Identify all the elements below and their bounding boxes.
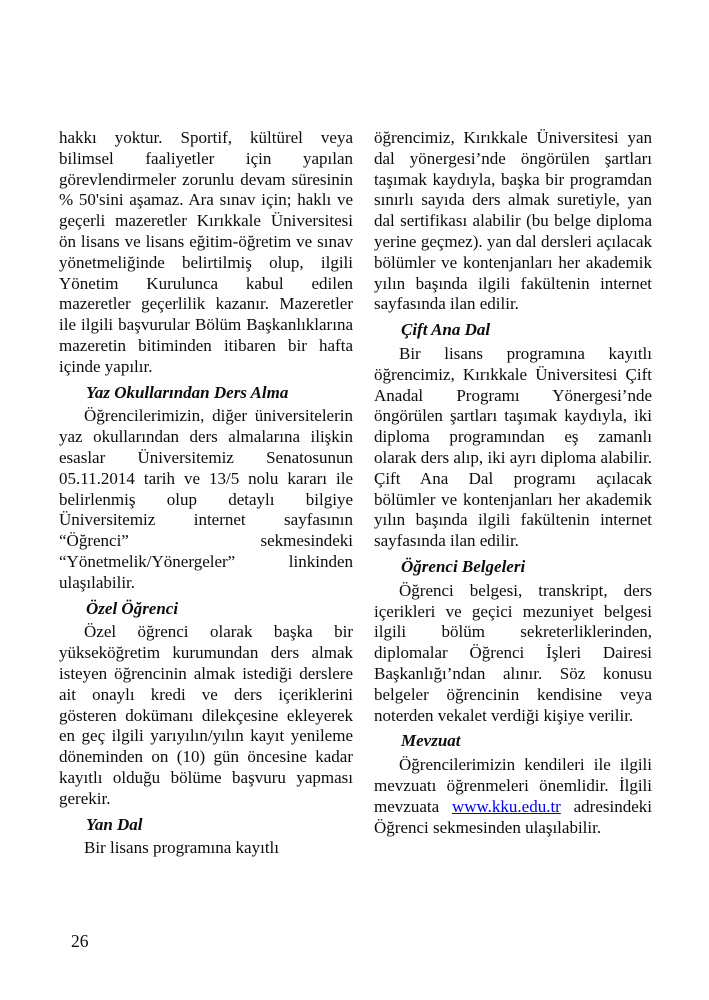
page-number: 26 <box>71 931 89 951</box>
paragraph-yan-dal-continued: öğrencimiz, Kırıkkale Üniversitesi yan dal yönergesi’nde öngörülen şartları taşımak kaydıyla, başka bir programdan sınırlı sayıda ders almak suretiyle, yan dal sertifikası alabilir (bu belge diploma yerine geçmez). yan dal dersleri açılacak bölümler ve kontenjanları her akademik yılın başında ilgili fakültenin internet sayfasında ilan edilir. <box>374 128 652 314</box>
heading-ogrenci-belgeleri: Öğrenci Belgeleri <box>401 556 526 576</box>
two-column-layout <box>59 128 652 859</box>
heading-ozel-ogrenci: Özel Öğrenci <box>86 598 179 618</box>
left-column <box>59 128 353 859</box>
paragraph-ogrenci-belgeleri: Öğrenci belgesi, transkript, ders içerikleri ve geçici mezuniyet belgesi ilgili bölüm sekreterliklerinden, diplomalar Öğrenci İşleri Dairesi Başkanlığı’ndan alınır. Söz konusu belgeler öğrencinin kendisine veya noterden vekalet verdiği kişiye verilir. <box>374 580 652 725</box>
paragraph-mazeretler: hakkı yoktur. Sportif, kültürel veya bilimsel faaliyetler için yapılan görevlendirmeler zorunlu devam süresinin % 50'sini aşamaz. Ara sınav için; haklı ve geçerli mazeretler Kırıkkale Üniversitesi ön lisans ve lisans eğitim-öğretim ve sınav yönetmeliğinde belirtilmiş olup, ilgili Yönetim Kurulunca kabul edilen mazeretler geçerlilik kazanır. Mazeretler ile ilgili başvurular Bölüm Başkanlıklarına mazeretin bitiminden itibaren bir hafta içinde yapılır. <box>59 128 353 376</box>
kku-website-link[interactable]: www.kku.edu.tr <box>451 796 561 816</box>
paragraph-cift-ana-dal: Bir lisans programına kayıtlı öğrencimiz, Kırıkkale Üniversitesi Çift Anadal Programı Yönergesi’nde öngörülen şartları taşımak kaydıyla, iki diploma programından eş zamanlı olarak ders alıp, iki ayrı diploma alabilir. Çift Ana Dal programı açılacak bölümler ve kontenjanları her akademik yılın başında ilgili fakültenin internet sayfasında ilan edilir. <box>374 343 652 551</box>
heading-yan-dal: Yan Dal <box>86 814 143 834</box>
paragraph-ozel-ogrenci: Özel öğrenci olarak başka bir yükseköğretim kurumundan ders almak isteyen öğrencinin almak istediği derslere ait onaylı kredi ve ders içeriklerini gösteren dokümanı dilekçesine ekleyerek en geç ilgili yarıyılın/yılın kayıt yenileme döneminden on (10) gün öncesine kadar kayıtlı olduğu bölüme başvuru yapması gerekir. <box>59 622 353 808</box>
mevzuat-text-before-link: Öğrencilerimizin kendileri ile ilgili mevzuatı öğrenmeleri önemlidir. İlgili mevzuata <box>374 755 652 816</box>
paragraph-mevzuat <box>374 755 652 838</box>
heading-mevzuat: Mevzuat <box>401 731 461 751</box>
mevzuat-text-after-link: adresindeki Öğrenci sekmesinden ulaşılabilir. <box>374 796 652 837</box>
heading-yaz-okullarindan-ders-alma: Yaz Okullarından Ders Alma <box>86 382 289 402</box>
paragraph-yan-dal-start: Bir lisans programına kayıtlı <box>84 838 279 858</box>
heading-cift-ana-dal: Çift Ana Dal <box>401 320 491 340</box>
paragraph-yaz-okullari: Öğrencilerimizin, diğer üniversitelerin yaz okullarından ders almalarına ilişkin esaslar Üniversitemiz Senatosunun 05.11.2014 tarih ve 13/5 nolu kararı ile belirlenmiş olup detaylı bilgiye Üniversitemiz internet sayfasının “Öğrenci” sekmesindeki “Yönetmelik/Yönergeler” linkinden ulaşılabilir. <box>59 406 353 592</box>
right-column <box>374 128 652 859</box>
